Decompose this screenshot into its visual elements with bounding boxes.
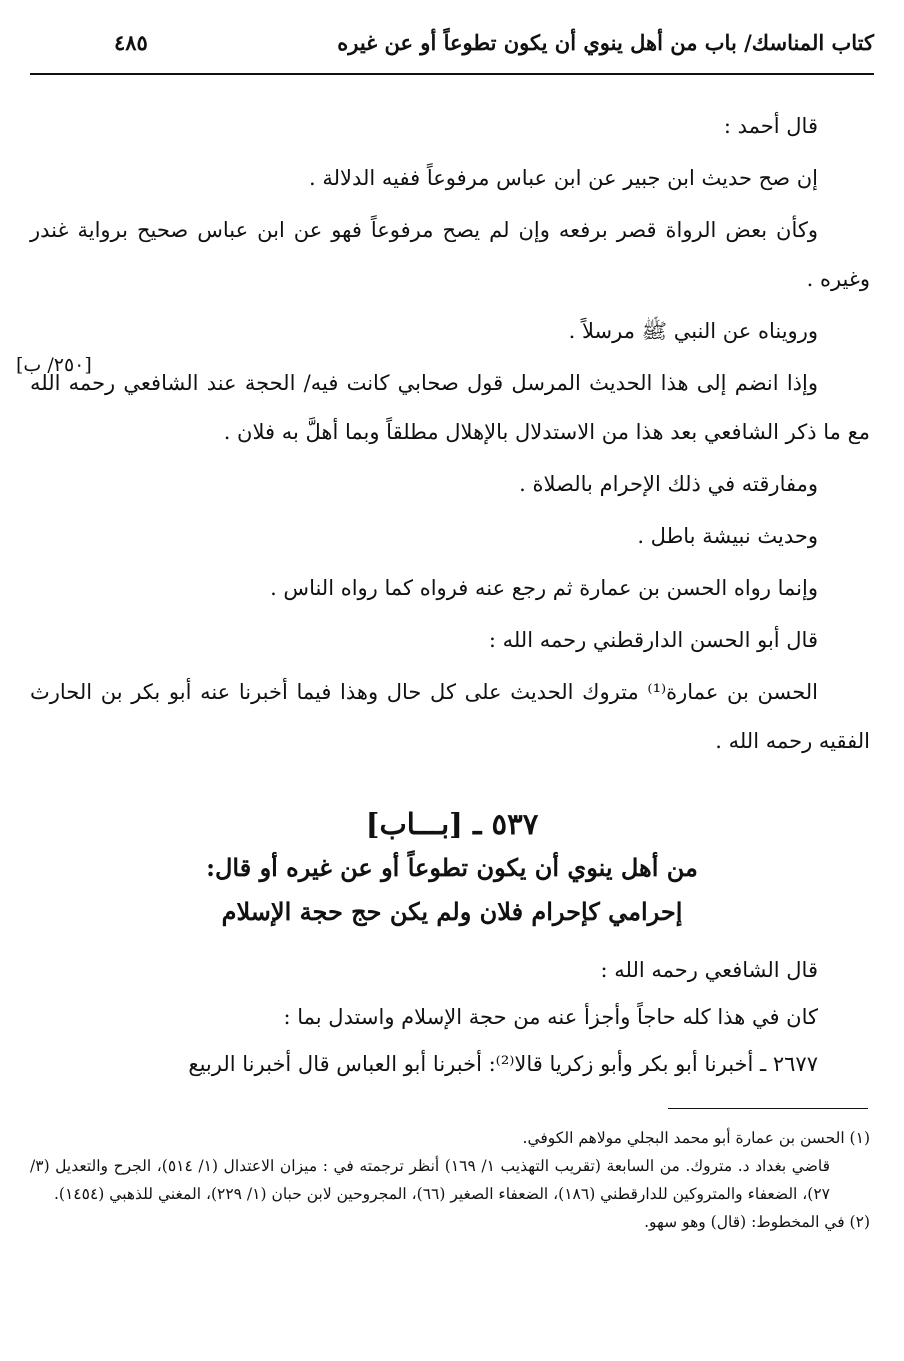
chapter-title-line-1: من أهل ينوي أن يكون تطوعاً أو عن غيره أو قال: — [206, 853, 698, 882]
paragraph: قال أبو الحسن الدارقطني رحمه الله : — [488, 628, 818, 652]
running-title: كتاب المناسك/ باب من أهل ينوي أن يكون تطوعاً أو عن غيره — [337, 30, 874, 55]
footnote-separator — [668, 1108, 868, 1109]
main-text — [30, 102, 870, 769]
paragraph: وإنما رواه الحسن بن عمارة ثم رجع عنه فرواه كما رواه الناس . — [270, 576, 818, 600]
paragraph: الحسن بن عمارة⁽¹⁾ متروك الحديث على كل حال وهذا فيما أخبرنا عنه أبو بكر بن الحارث الفقيه رحمه الله . — [30, 680, 870, 753]
paragraph: ومفارقته في ذلك الإحرام بالصلاة . — [519, 472, 818, 496]
paragraph: ورويناه عن النبي ﷺ مرسلاً . — [568, 319, 818, 343]
paragraph: إن صح حديث ابن جبير عن ابن عباس مرفوعاً ففيه الدلالة . — [308, 166, 818, 190]
paragraph: وإذا انضم إلى هذا الحديث المرسل قول صحابي كانت فيه/ الحجة عند الشافعي رحمه الله مع ما ذكر الشافعي بعد هذا من الاستدلال بالإهلال مطلقاً وبما أهلَّ به فلان . — [30, 371, 870, 444]
chapter-number: ٥٣٧ ـ [بـــاب] — [365, 807, 539, 841]
paragraph: وحديث نبيشة باطل . — [637, 524, 818, 548]
page-number: ٤٨٥ — [114, 30, 148, 55]
paragraph: ٢٦٧٧ ـ أخبرنا أبو بكر وأبو زكريا قالا⁽²⁾: أخبرنا أبو العباس قال أخبرنا الربيع — [188, 1052, 818, 1076]
chapter-heading — [60, 802, 844, 934]
header-rule — [30, 73, 874, 75]
manuscript-folio-reference: [٢٥٠/ ب] — [16, 354, 92, 376]
footnotes — [30, 1124, 870, 1236]
paragraph: قال الشافعي رحمه الله : — [600, 958, 818, 982]
footnote-1: (١) الحسن بن عمارة أبو محمد البجلي مولاهم الكوفي. — [522, 1129, 870, 1147]
running-header — [114, 30, 874, 68]
paragraph: كان في هذا كله حاجاً وأجزأ عنه من حجة الإسلام واستدل بما : — [283, 1005, 818, 1029]
footnote-1-continuation: قاضي بغداد د. متروك. من السابعة (تقريب التهذيب ١/ ١٦٩) أنظر ترجمته في : ميزان الاعتدال (١/ ٥١٤)، الجرح والتعديل (٣/ ٢٧)، الضعفاء والمتروكين للدارقطني (١٨٦)، الضعفاء الصغير (٦٦)، المجروحين لابن حبان (١/ ٢٢٩)، المغني للذهبي (١٤٥٤). — [30, 1157, 831, 1203]
footnote-2: (٢) في المخطوط: (قال) وهو سهو. — [644, 1213, 870, 1231]
chapter-text — [30, 947, 870, 1088]
paragraph: وكأن بعض الرواة قصر برفعه وإن لم يصح مرفوعاً فهو عن ابن عباس صحيح برواية غندر وغيره . — [30, 218, 870, 291]
paragraph: قال أحمد : — [723, 114, 818, 138]
chapter-title-line-2: إحرامي كإحرام فلان ولم يكن حج حجة الإسلام — [221, 897, 683, 926]
